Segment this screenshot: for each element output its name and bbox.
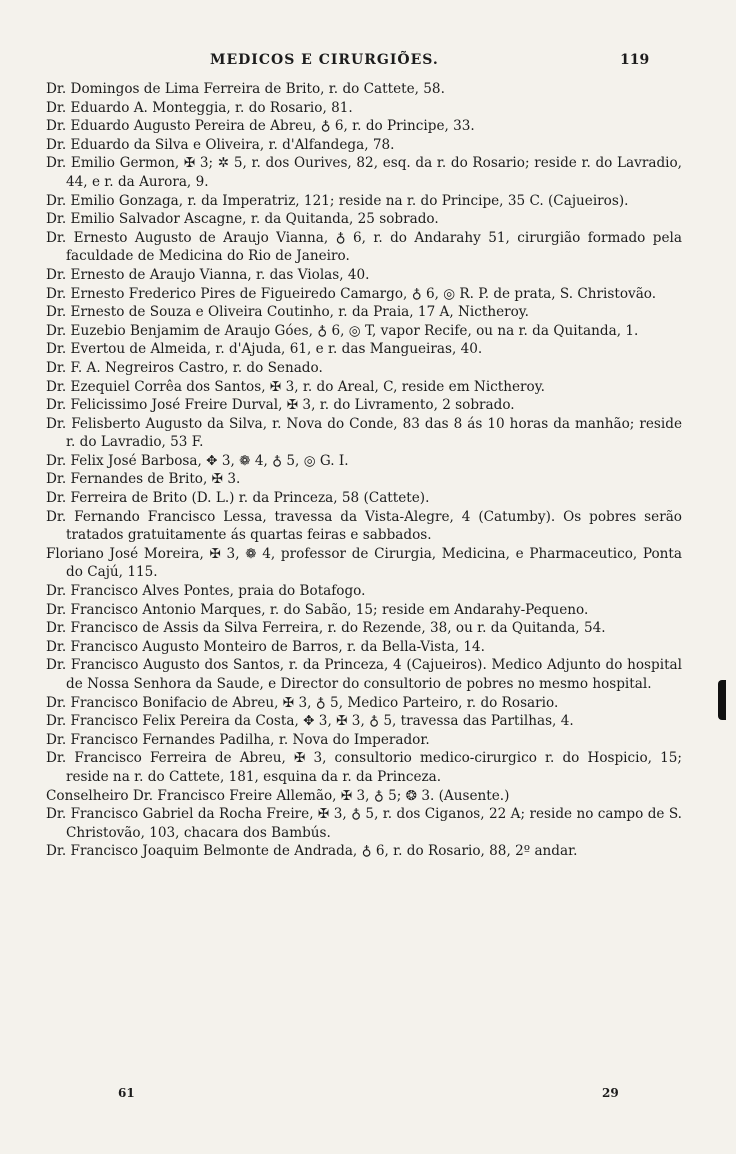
directory-entry: Dr. Fernandes de Brito, ✠ 3. [46,471,241,488]
margin-ink-mark [718,680,726,720]
directory-entry: Dr. Evertou de Almeida, r. d'Ajuda, 61, e r. das Mangueiras, 40. [46,341,483,358]
directory-entry: Dr. Francisco Ferreira de Abreu, ✠ 3, consultorio medico-cirurgico r. do Hospicio, 15; reside na r. do Cattete, 181, esquina da r. da Princeza. [46,750,682,785]
directory-entry: Dr. Francisco Gabriel da Rocha Freire, ✠ 3, ♁ 5, r. dos Ciganos, 22 A; reside no campo de S. Christovão, 103, chacara dos Bambús. [46,806,682,841]
directory-entry: Dr. Francisco Bonifacio de Abreu, ✠ 3, ♁ 5, Medico Parteiro, r. do Rosario. [46,694,559,711]
directory-entry: Dr. Emilio Salvador Ascagne, r. da Quitanda, 25 sobrado. [46,211,439,228]
directory-entry: Dr. Francisco Augusto Monteiro de Barros, r. da Bella-Vista, 14. [46,638,485,655]
directory-entry: Dr. Francisco Antonio Marques, r. do Sabão, 15; reside em Andarahy-Pequeno. [46,601,589,618]
directory-entry: Dr. Euzebio Benjamim de Araujo Góes, ♁ 6, ◎ T, vapor Recife, ou na r. da Quitanda, 1. [46,322,639,339]
directory-entry: Dr. Eduardo da Silva e Oliveira, r. d'Alfandega, 78. [46,136,395,153]
entry-list [46,80,682,861]
directory-entry: Dr. Francisco Augusto dos Santos, r. da Princeza, 4 (Cajueiros). Medico Adjunto do hospital de Nossa Senhora da Saude, e Director do consultorio de pobres no mesmo hospital. [46,657,682,692]
signature-mark-left: 61 [118,1086,135,1100]
signature-mark-right: 29 [602,1086,619,1100]
directory-entry: Dr. Ernesto de Souza e Oliveira Coutinho, r. da Praia, 17 A, Nictheroy. [46,304,529,321]
directory-entry: Dr. Felisberto Augusto da Silva, r. Nova do Conde, 83 das 8 ás 10 horas da manhão; reside r. do Lavradio, 53 F. [46,415,682,451]
directory-entry: Dr. Ernesto de Araujo Vianna, r. das Violas, 40. [46,266,370,283]
directory-entry: Dr. Felicissimo José Freire Durval, ✠ 3, r. do Livramento, 2 sobrado. [46,397,515,414]
directory-entry: Dr. Francisco Fernandes Padilha, r. Nova do Imperador. [46,731,430,748]
directory-entry: Dr. Francisco Felix Pereira da Costa, ✥ 3, ✠ 3, ♁ 5, travessa das Partilhas, 4. [46,713,574,730]
directory-entry: Floriano José Moreira, ✠ 3, ❁ 4, professor de Cirurgia, Medicina, e Pharmaceutico, Ponta do Cajú, 115. [46,545,682,581]
page-footer [0,1086,736,1106]
directory-entry: Dr. F. A. Negreiros Castro, r. do Senado. [46,359,323,376]
directory-entry: Dr. Domingos de Lima Ferreira de Brito, r. do Cattete, 58. [46,81,445,97]
directory-entry: Dr. Emilio Germon, ✠ 3; ✲ 5, r. dos Ourives, 82, esq. da r. do Rosario; reside r. do Lavradio, 44, e r. da Aurora, 9. [46,155,682,190]
page-title: MEDICOS E CIRURGIÕES. [210,52,439,68]
directory-entry: Dr. Ezequiel Corrêa dos Santos, ✠ 3, r. do Areal, C, reside em Nictheroy. [46,378,545,395]
directory-entry: Dr. Emilio Gonzaga, r. da Imperatriz, 121; reside na r. do Principe, 35 C. (Cajueiros). [46,192,629,209]
directory-entry: Dr. Ernesto Augusto de Araujo Vianna, ♁ 6, r. do Andarahy 51, cirurgião formado pela faculdade de Medicina do Rio de Janeiro. [46,229,682,265]
directory-entry: Dr. Ernesto Frederico Pires de Figueiredo Camargo, ♁ 6, ◎ R. P. de prata, S. Christovão. [46,285,657,302]
directory-entry: Dr. Eduardo Augusto Pereira de Abreu, ♁ 6, r. do Principe, 33. [46,118,475,135]
directory-entry: Dr. Eduardo A. Monteggia, r. do Rosario, 81. [46,99,353,116]
directory-entry: Conselheiro Dr. Francisco Freire Allemão, ✠ 3, ♁ 5; ❂ 3. (Ausente.) [46,787,510,804]
page-header [0,50,736,76]
directory-entry: Dr. Ferreira de Brito (D. L.) r. da Princeza, 58 (Cattete). [46,490,430,507]
directory-entry: Dr. Felix José Barbosa, ✥ 3, ❁ 4, ♁ 5, ◎ G. I. [46,452,349,469]
page-number: 119 [620,52,650,68]
directory-entry: Dr. Fernando Francisco Lessa, travessa da Vista-Alegre, 4 (Catumby). Os pobres serão tratados gratuitamente ás quartas feiras e sabbados. [46,508,682,544]
directory-entry: Dr. Francisco de Assis da Silva Ferreira, r. do Rezende, 38, ou r. da Quitanda, 54. [46,620,606,637]
directory-entry: Dr. Francisco Alves Pontes, praia do Botafogo. [46,583,366,600]
directory-entry: Dr. Francisco Joaquim Belmonte de Andrada, ♁ 6, r. do Rosario, 88, 2º andar. [46,843,578,860]
